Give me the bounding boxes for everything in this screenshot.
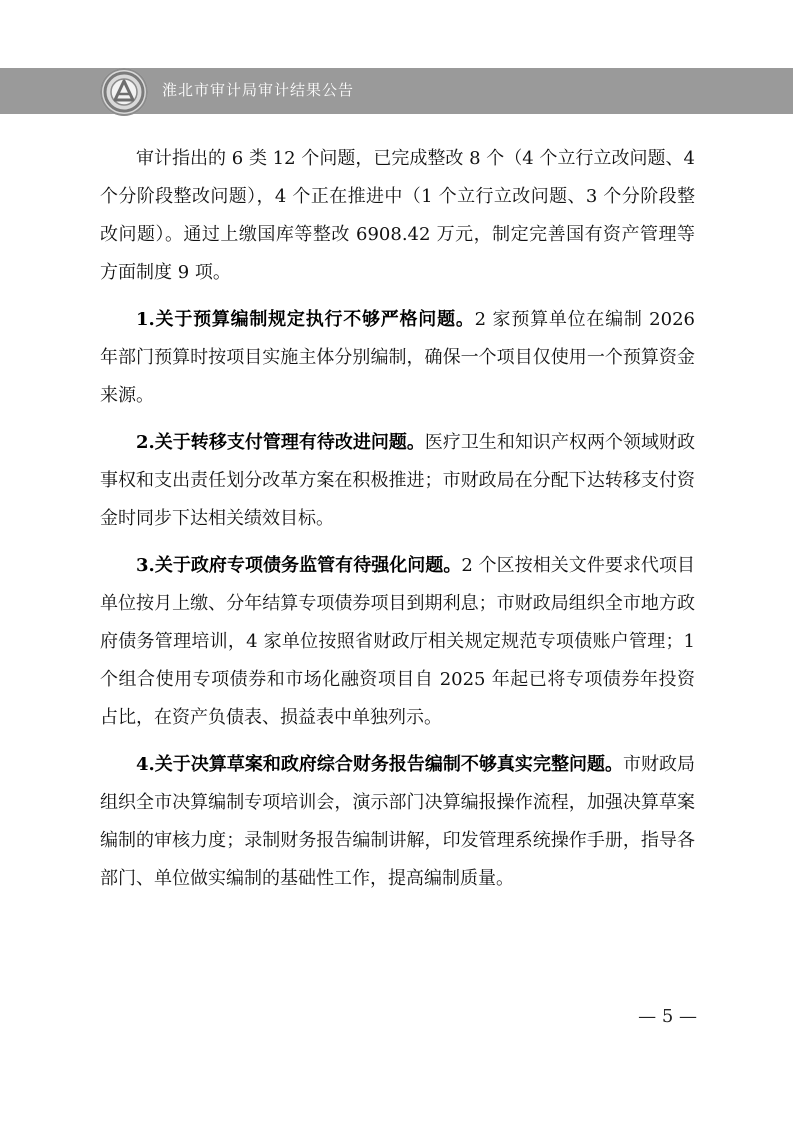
page-number: — 5 —: [638, 1006, 697, 1027]
issue-paragraph-3: [100, 547, 695, 737]
issue-heading: 2.关于转移支付管理有待改进问题。: [136, 432, 425, 453]
paragraph-text: 医疗卫生和知识产权两个领域财政事权和支出责任划分改革方案在积极推进；市财政局在分配下达转移支付资金时同步下达相关绩效目标。: [100, 432, 695, 529]
audit-emblem-icon: [100, 68, 148, 116]
issue-paragraph-2: [100, 424, 695, 538]
issue-paragraph-4: [100, 746, 695, 898]
header-title: 淮北市审计局审计结果公告: [162, 81, 355, 99]
issue-paragraph-1: [100, 301, 695, 415]
paragraph-text: 市财政局组织全市决算编制专项培训会，演示部门决算编报操作流程，加强决算草案编制的审核力度；录制财务报告编制讲解，印发管理系统操作手册，指导各部门、单位做实编制的基础性工作，提高编制质量。: [100, 754, 696, 889]
document-body: [100, 140, 695, 907]
issue-heading: 4.关于决算草案和政府综合财务报告编制不够真实完整问题。: [136, 754, 623, 775]
issue-heading: 3.关于政府专项债务监管有待强化问题。: [136, 555, 462, 576]
summary-paragraph: [100, 140, 695, 292]
paragraph-text: 2 家预算单位在编制 2026 年部门预算时按项目实施主体分别编制，确保一个项目仅使用一个预算资金来源。: [100, 309, 695, 406]
issue-heading: 1.关于预算编制规定执行不够严格问题。: [136, 309, 475, 330]
paragraph-text: 审计指出的 6 类 12 个问题，已完成整改 8 个（4 个立行立改问题、4 个分阶段整改问题），4 个正在推进中（1 个立行立改问题、3 个分阶段整改问题）。通过上缴国库等整改 6908.42 万元，制定完善国有资产管理等方面制度 9 项。: [100, 148, 695, 283]
paragraph-text: 2 个区按相关文件要求代项目单位按月上缴、分年结算专项债券项目到期利息；市财政局组织全市地方政府债务管理培训，4 家单位按照省财政厅相关规定规范专项债账户管理；1 个组合使用专项债券和市场化融资项目自 2025 年起已将专项债券年投资占比，在资产负债表、损益表中单独列示。: [100, 555, 695, 728]
